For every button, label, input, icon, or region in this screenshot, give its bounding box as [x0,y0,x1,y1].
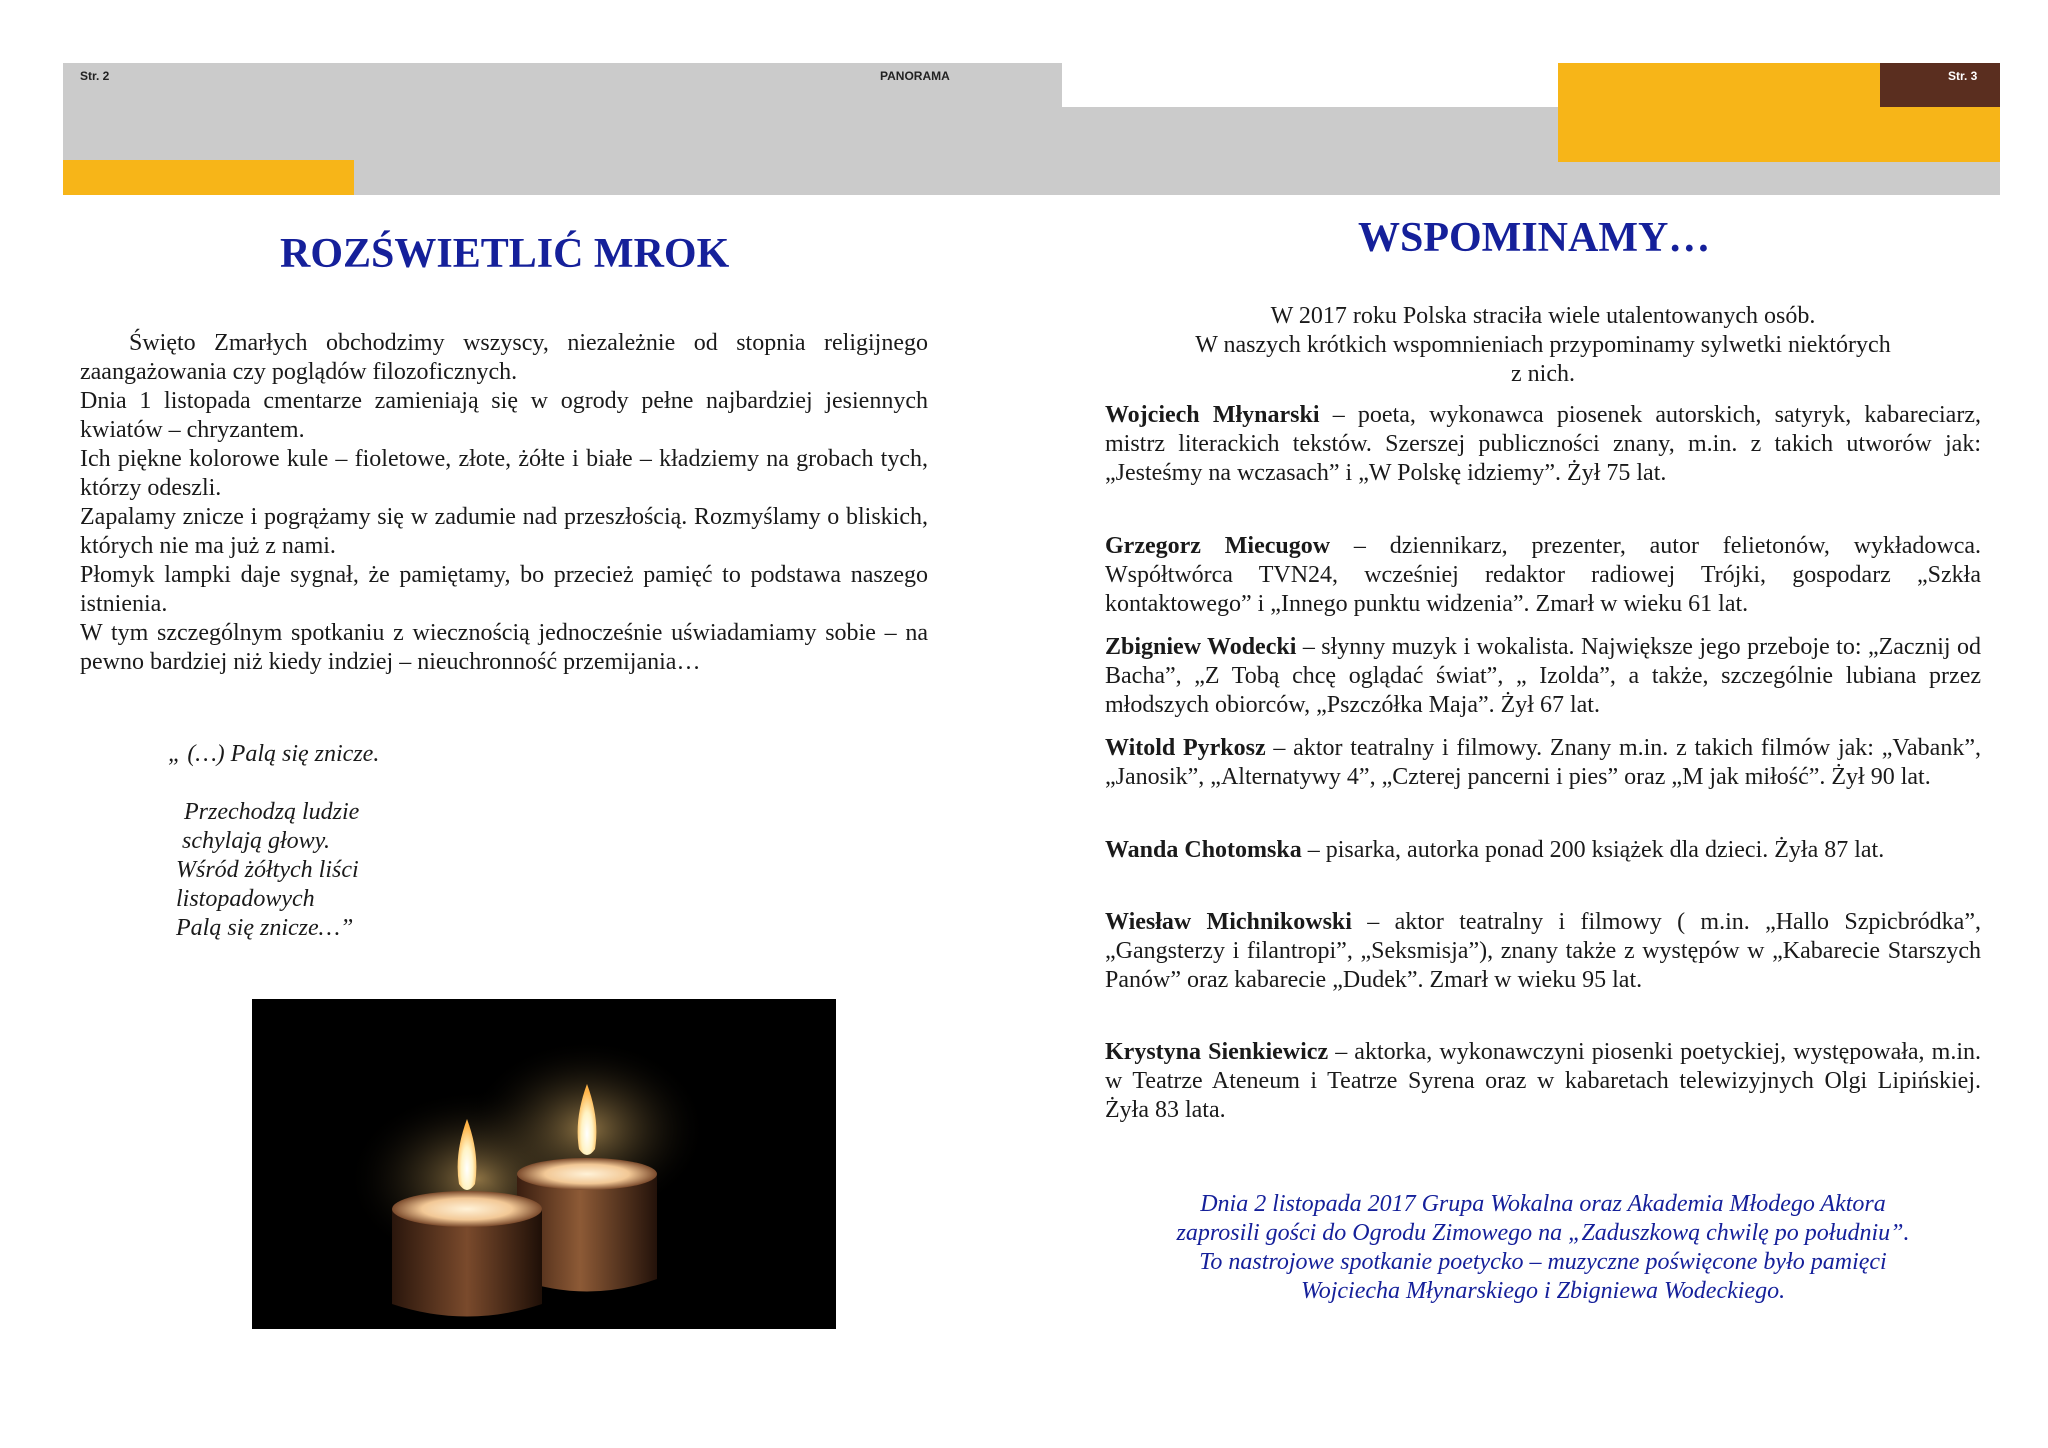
poem-line: schylają głowy. [182,828,330,854]
page-number-left: Str. 2 [80,69,110,83]
entry-text: – aktorka, wykonawczyni piosenki poetyckiej, występowała, m.in. w Teatrze Ateneum i Teatrze Syrena oraz w kabaretach telewizyjnych Olgi Lipińskiej. Żyła 83 lata. [1105,1039,1981,1123]
header-white-block [1062,63,1558,107]
memorial-entry [1105,532,1981,619]
paragraph: Święto Zmarłych obchodzimy wszyscy, niezależnie od stopnia religijnego zaangażowania czy poglądów filozoficznych. [80,330,928,385]
paragraph: Płomyk lampki daje sygnał, że pamiętamy, bo przecież pamięć to podstawa naszego istnienia. [80,562,928,617]
entry-text: – poeta, wykonawca piosenek autorskich, satyryk, kabareciarz, mistrz literackich tekstów. Szerszej publiczności znany, m.in. z takich utworów jak: „Jesteśmy na wczasach” i „W Polskę idziemy”. Żył 75 lat. [1105,402,1981,486]
paragraph: W tym szczególnym spotkaniu z wiecznością jednocześnie uświadamiamy sobie – na pewno bardziej niż kiedy indziej – nieuchronność przemijania… [80,620,928,675]
entry-text: – pisarka, autorka ponad 200 książek dla dzieci. Żyła 87 lat. [1301,837,1885,863]
left-page-title: ROZŚWIETLIĆ MROK [280,231,730,277]
memorial-entry [1105,836,1981,865]
paragraph: Dnia 1 listopada cmentarze zamieniają się w ogrody pełne najbardziej jesiennych kwiatów – chryzantem. [80,388,928,443]
left-article-body [80,329,928,677]
memorial-entry [1105,401,1981,488]
poem-line: Palą się znicze…” [176,915,354,941]
page-number-box [1880,63,2000,107]
event-note-line: zaprosili gości do Ogrodu Zimowego na „Zaduszkową chwilę po południu”. [1176,1220,1910,1246]
entry-name: Grzegorz Miecugow [1105,533,1331,559]
entry-name: Wanda Chotomska [1105,837,1302,863]
memorial-entry [1105,908,1981,995]
memorial-entry [1105,1038,1981,1125]
entry-text: – aktor teatralny i filmowy. Znany m.in. z takich filmów jak: „Vabank”, „Janosik”, „Alternatywy 4”, „Czterej pancerni i pies” oraz „M jak miłość”. Żył 90 lat. [1105,735,1981,790]
entry-name: Zbigniew Wodecki [1105,634,1297,660]
poem-line: listopadowych [176,886,315,912]
event-note [1105,1190,1981,1306]
event-note-line: To nastrojowe spotkanie poetycko – muzyczne poświęcone było pamięci [1199,1249,1887,1275]
memorial-entry [1105,633,1981,720]
entry-name: Wiesław Michnikowski [1105,909,1352,935]
intro-line: W 2017 roku Polska straciła wiele utalentowanych osób. [1270,303,1816,329]
event-note-line: Dnia 2 listopada 2017 Grupa Wokalna oraz Akademia Młodego Aktora [1200,1191,1886,1217]
entry-name: Krystyna Sienkiewicz [1105,1039,1329,1065]
entry-text: – aktor teatralny i filmowy ( m.in. „Hallo Szpicbródka”, „Gangsterzy i filantropi”, „Seksmisja”), znany także z występów w „Kabarecie Starszych Panów” oraz kabarecie „Dudek”. Zmarł w wieku 95 lat. [1105,909,1981,993]
right-page-title: WSPOMINAMY… [1358,215,1711,261]
entry-name: Wojciech Młynarski [1105,402,1320,428]
header-accent-left [63,160,354,195]
publication-name: PANORAMA [880,69,950,83]
paragraph: Zapalamy znicze i pogrążamy się w zadumie nad przeszłością. Rozmyślamy o bliskich, których nie ma już z nami. [80,504,928,559]
poem-quote [168,740,568,943]
entry-text: – dziennikarz, prezenter, autor felietonów, wykładowca. Współtwórca TVN24, wcześniej redaktor radiowej Trójki, gospodarz „Szkła kontaktowego” i „Innego punktu widzenia”. Zmarł w wieku 61 lat. [1105,533,1982,617]
memorial-entry [1105,734,1981,792]
two-candles-icon [252,999,836,1329]
entry-text: – słynny muzyk i wokalista. Największe jego przeboje to: „Zacznij od Bacha”, „Z Tobą chcę oglądać świat”, „ Izolda”, a także, szczególnie lubiana przez młodszych obiorców, „Pszczółka Maja”. Żył 67 lat. [1105,634,1981,718]
poem-line: Wśród żółtych liści [176,857,359,883]
entry-name: Witold Pyrkosz [1105,735,1266,761]
paragraph: Ich piękne kolorowe kule – fioletowe, złote, żółte i białe – kładziemy na grobach tych, którzy odeszli. [80,446,928,501]
event-note-line: Wojciecha Młynarskiego i Zbigniewa Wodeckiego. [1300,1278,1786,1304]
candles-photo [252,999,836,1329]
intro-line: W naszych krótkich wspomnieniach przypominamy sylwetki niektórych [1195,332,1891,358]
poem-line: „ (…) Palą się znicze. [168,741,380,767]
memorial-intro [1105,302,1981,389]
poem-line: Przechodzą ludzie [184,799,360,825]
intro-line: z nich. [1511,361,1575,387]
page-number-right: Str. 3 [1948,69,1978,83]
